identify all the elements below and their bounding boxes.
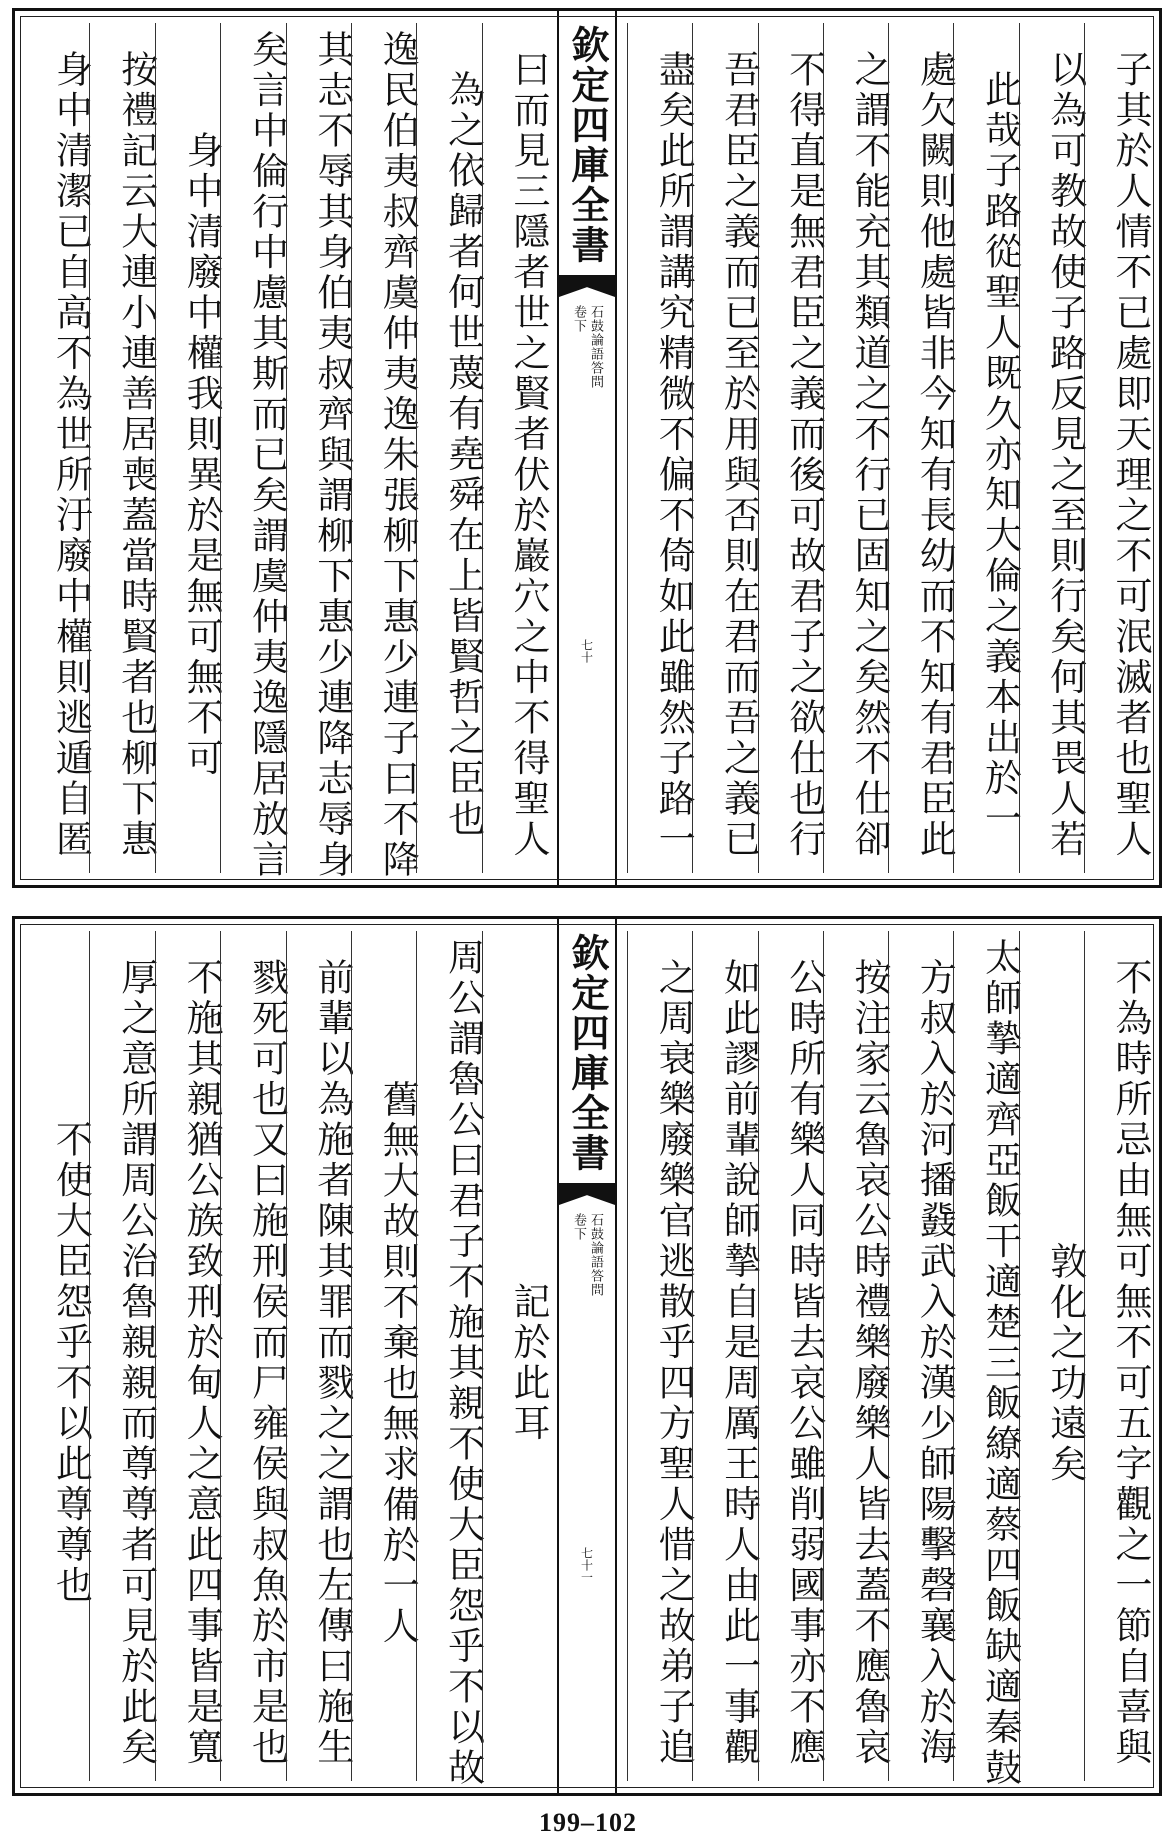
page-number: 199–102 — [539, 1808, 637, 1837]
text-column: 太師摯適齊亞飯干適楚三飯繚適蔡四飯缺適秦鼓 — [953, 931, 1018, 1781]
text-column: 厚之意所謂周公治魯親親而尊尊者可見於此矣 — [89, 931, 154, 1781]
folio-number: 七十 — [579, 639, 594, 663]
spine-book-info — [572, 1213, 602, 1297]
text-column: 之周衰樂廢樂官逃散乎四方聖人惜之故弟子追 — [627, 931, 692, 1781]
text-column: 處欠闕則他處皆非今知有長幼而不知有君臣此 — [888, 23, 953, 873]
volume-label: 卷下 — [571, 305, 586, 333]
text-column: 子其於人情不已處即天理之不可泯滅者也聖人 — [1084, 23, 1149, 873]
bottom-page — [12, 916, 1162, 1796]
spine-title: 欽定四庫全書 — [565, 933, 610, 1173]
text-column: 為之依歸者何世蔑有堯舜在上皆賢哲之臣也 — [416, 23, 481, 873]
text-column: 記於此耳 — [482, 931, 547, 1781]
book-title: 石鼓論語答問 — [588, 305, 603, 389]
text-column: 如此謬前輩說師摯自是周厲王時人由此一事觀 — [692, 931, 757, 1781]
fishtail-mark — [559, 1183, 615, 1205]
text-column: 曰而見三隱者世之賢者伏於巖穴之中不得聖人 — [482, 23, 547, 873]
text-column: 不為時所忌由無可無不可五字觀之一節自喜與 — [1084, 931, 1149, 1781]
volume-label: 卷下 — [571, 1213, 586, 1241]
text-column: 其志不辱其身伯夷叔齊與謂柳下惠少連降志辱身 — [286, 23, 351, 873]
top-right-half — [617, 11, 1159, 885]
text-column: 不施其親猶公族致刑於甸人之意此四事皆是寬 — [155, 931, 220, 1781]
top-page — [12, 8, 1162, 888]
book-title: 石鼓論語答問 — [588, 1213, 603, 1297]
text-column: 逸民伯夷叔齊虞仲夷逸朱張柳下惠少連子曰不降 — [351, 23, 416, 873]
text-column: 按注家云魯哀公時禮樂廢樂人皆去蓋不應魯哀 — [823, 931, 888, 1781]
folio-number: 七十一 — [579, 1547, 594, 1583]
bottom-right-half — [617, 919, 1159, 1793]
text-column: 以為可教故使子路反見之至則行矣何其畏人若 — [1019, 23, 1084, 873]
text-column: 矣言中倫行中慮其斯而已矣謂虞仲夷逸隱居放言 — [220, 23, 285, 873]
text-column: 周公謂魯公曰君子不施其親不使大臣怨乎不以故 — [416, 931, 481, 1781]
text-column: 敦化之功遠矣 — [1019, 931, 1084, 1781]
text-column: 舊無大故則不棄也無求備於一人 — [351, 931, 416, 1781]
text-column: 盡矣此所謂講究精微不偏不倚如此雖然子路一 — [627, 23, 692, 873]
center-spine — [557, 11, 617, 885]
bottom-left-half — [15, 919, 557, 1793]
text-column: 不使大臣怨乎不以此尊尊也 — [49, 1120, 93, 1606]
text-column: 此哉子路從聖人既久亦知大倫之義本出於一 — [953, 23, 1018, 873]
spine-book-info — [572, 305, 602, 389]
text-column: 吾君臣之義而已至於用與否則在君而吾之義已 — [692, 23, 757, 873]
text-column: 不得直是無君臣之義而後可故君子之欲仕也行 — [758, 23, 823, 873]
spine-title: 欽定四庫全書 — [565, 25, 610, 265]
text-column: 之謂不能充其類道之不行已固知之矣然不仕卻 — [823, 23, 888, 873]
text-column: 方叔入於河播鼗武入於漢少師陽擊磬襄入於海 — [888, 931, 953, 1781]
text-column: 身中清潔已自高不為世所汙廢中權則逃遁自匿 — [49, 50, 93, 860]
center-spine — [557, 919, 617, 1793]
text-column: 前輩以為施者陳其罪而戮之之謂也左傳曰施生 — [286, 931, 351, 1781]
top-left-half — [15, 11, 557, 885]
text-column: 按禮記云大連小連善居喪蓋當時賢者也柳下惠 — [89, 23, 154, 873]
text-column: 公時所有樂人同時皆去哀公雖削弱國事亦不應 — [758, 931, 823, 1781]
fishtail-mark — [559, 275, 615, 297]
text-column: 戮死可也又曰施刑侯而尸雍侯與叔魚於市是也 — [220, 931, 285, 1781]
text-column: 身中清廢中權我則異於是無可無不可 — [155, 23, 220, 873]
